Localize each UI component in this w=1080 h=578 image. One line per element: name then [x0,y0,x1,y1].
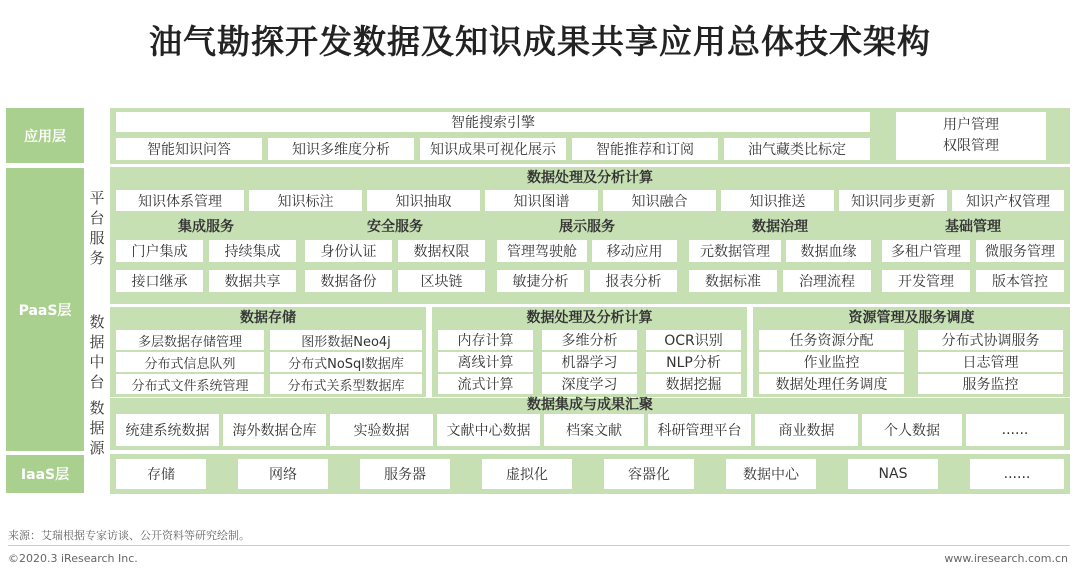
compute-item: NLP分析 [646,352,741,372]
service-item: 开发管理 [882,270,970,292]
knowledge-item: 知识推送 [721,190,834,211]
compute-item: 多维分析 [542,330,637,350]
data-middle-label-char: 据 [89,333,105,351]
data-source-label-char: 数 [89,399,105,417]
data-source-item: 档案文献 [544,414,644,446]
smart-search-engine: 智能搜索引擎 [116,112,870,132]
data-source-item: 实验数据 [330,414,433,446]
service-group-title: 集成服务 [178,219,234,235]
compute-item: 离线计算 [438,352,533,372]
user-mgmt-label: 用户管理 [943,117,999,133]
app-item: 智能知识问答 [116,138,262,160]
service-item: 移动应用 [592,240,677,262]
data-source-label-char: 据 [89,419,105,437]
service-item: 多租户管理 [882,240,970,262]
data-middle-label [86,312,108,392]
storage-item: 分布式信息队列 [116,352,264,372]
service-group-title: 展示服务 [559,219,615,235]
service-group-title: 数据治理 [752,219,808,235]
service-item: 报表分析 [590,270,677,292]
service-group-governance [689,216,871,302]
service-group-title: 基础管理 [945,219,1001,235]
service-item: 门户集成 [116,240,203,262]
iaas-item: 容器化 [604,459,694,489]
knowledge-item: 知识标注 [249,190,362,211]
resource-item: 任务资源分配 [759,330,904,350]
iaas-item: 虚拟化 [482,459,572,489]
service-item: 元数据管理 [689,240,781,262]
knowledge-item: 知识抽取 [367,190,480,211]
service-group-base-management [882,216,1064,302]
compute-item: 机器学习 [542,352,637,372]
storage-item: 多层数据存储管理 [116,330,264,350]
iaas-item: 网络 [238,459,328,489]
data-source-label [86,398,108,458]
layer-tab-iaas: IaaS层 [6,455,84,493]
app-item: 油气藏类比标定 [724,138,870,160]
platform-label-char: 台 [89,209,105,227]
data-middle-label-char: 数 [89,313,105,331]
service-group-integration [116,216,296,302]
data-source-item: 海外数据仓库 [223,414,326,446]
source-note: 来源：艾瑞根据专家访谈、公开资料等研究绘制。 [8,529,250,542]
service-group-display [497,216,677,302]
perm-mgmt-label: 权限管理 [943,138,999,154]
iaas-item: 数据中心 [726,459,816,489]
compute-item: OCR识别 [646,330,741,350]
service-item: 持续集成 [209,240,296,262]
service-item: 微服务管理 [976,240,1064,262]
layer-tab-app: 应用层 [6,108,84,163]
knowledge-item: 知识体系管理 [116,190,244,211]
service-item: 数据权限 [398,240,485,262]
knowledge-item: 知识同步更新 [839,190,947,211]
service-item: 治理流程 [783,270,871,292]
website-link[interactable]: www.iresearch.com.cn [944,552,1068,565]
service-item: 身份认证 [305,240,392,262]
iaas-item: ...... [970,459,1064,489]
resource-item: 作业监控 [759,352,904,372]
knowledge-item: 知识融合 [603,190,716,211]
resource-item: 服务监控 [918,374,1063,394]
data-middle-label-char: 中 [89,353,105,371]
copyright: ©2020.3 iResearch Inc. [8,552,138,565]
service-item: 版本管控 [976,270,1064,292]
storage-title: 数据存储 [240,310,296,326]
storage-item: 分布式文件系统管理 [116,374,264,394]
service-item: 数据标准 [689,270,777,292]
resource-item: 分布式协调服务 [918,330,1063,350]
platform-label-char: 务 [89,249,105,267]
service-group-title: 安全服务 [367,219,423,235]
compute-item: 流式计算 [438,374,533,394]
storage-item: 分布式NoSql数据库 [270,352,422,372]
storage-item: 图形数据Neo4j [270,330,422,350]
storage-item: 分布式关系型数据库 [270,374,422,394]
knowledge-item: 知识产权管理 [952,190,1064,211]
app-item: 智能推荐和订阅 [572,138,718,160]
resource-title: 资源管理及服务调度 [848,310,975,326]
resource-item: 数据处理任务调度 [759,374,904,394]
iaas-item: 存储 [116,459,206,489]
data-source-header: 数据集成与成果汇聚 [527,397,653,413]
footer-divider [8,545,1070,546]
data-source-item: 统建系统数据 [116,414,219,446]
knowledge-item: 知识图谱 [485,190,598,211]
service-item: 区块链 [398,270,485,292]
resource-item: 日志管理 [918,352,1063,372]
data-source-item: 商业数据 [755,414,858,446]
compute-title: 数据处理及分析计算 [526,310,653,326]
compute-item: 内存计算 [438,330,533,350]
compute-item: 深度学习 [542,374,637,394]
service-item: 敏捷分析 [497,270,584,292]
data-middle-label-char: 台 [89,373,105,391]
user-permission-box [896,112,1046,160]
app-item: 知识成果可视化展示 [420,138,566,160]
layer-tab-paas: PaaS层 [6,168,84,451]
service-item: 接口继承 [116,270,203,292]
data-source-item: 个人数据 [862,414,962,446]
service-item: 数据备份 [305,270,392,292]
platform-label-char: 平 [89,189,105,207]
service-item: 数据共享 [209,270,296,292]
data-source-item: 文献中心数据 [437,414,540,446]
page-title: 油气勘探开发数据及知识成果共享应用总体技术架构 [149,22,931,61]
iaas-item: 服务器 [360,459,450,489]
compute-item: 数据挖掘 [646,374,741,394]
service-group-security [305,216,485,302]
platform-header: 数据处理及分析计算 [527,170,653,186]
platform-label-char: 服 [89,229,105,247]
data-source-item: ...... [966,414,1064,446]
iaas-item: NAS [848,459,938,489]
service-item: 数据血缘 [786,240,871,262]
app-item: 知识多维度分析 [268,138,414,160]
platform-services-label [86,188,108,268]
service-item: 管理驾驶舱 [497,240,587,262]
data-source-item: 科研管理平台 [648,414,751,446]
data-source-label-char: 源 [89,439,105,457]
